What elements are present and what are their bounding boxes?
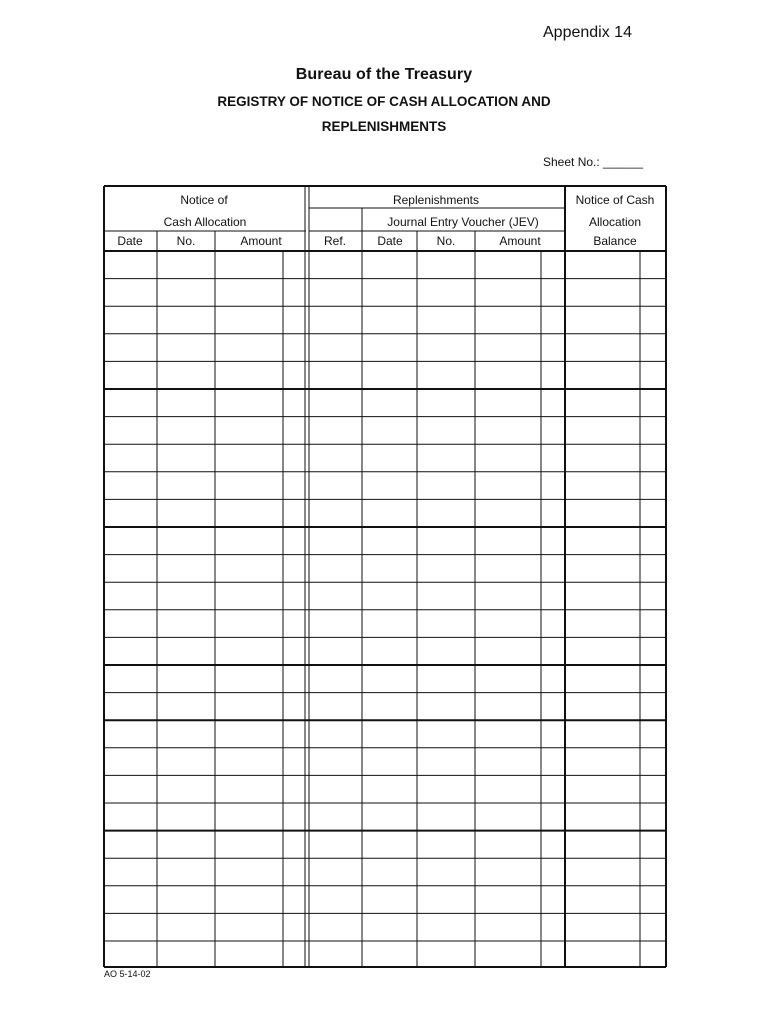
header-balance-line3: Balance <box>593 234 637 248</box>
table-grid <box>104 186 666 967</box>
column-header-jev-date: Date <box>377 234 403 248</box>
form-code: AO 5-14-02 <box>104 969 151 979</box>
column-header-jev-no: No. <box>436 234 456 248</box>
column-header-nca-no: No. <box>176 234 196 248</box>
column-header-jev-amount: Amount <box>499 234 541 248</box>
column-header-nca-date: Date <box>117 234 143 248</box>
header-balance-line1: Notice of Cash <box>575 193 655 207</box>
form-title-line2: REPLENISHMENTS <box>321 119 447 134</box>
header-balance-line2: Allocation <box>588 215 642 229</box>
table-header <box>117 193 654 248</box>
header-nca-line2: Cash Allocation <box>163 215 247 229</box>
header-replenishments: Replenishments <box>392 193 480 207</box>
header-jev: Journal Entry Voucher (JEV) <box>387 215 539 229</box>
header-nca-line1: Notice of <box>180 193 228 207</box>
sheet-number: Sheet No.: ______ <box>543 155 644 169</box>
agency-name: Bureau of the Treasury <box>295 66 473 83</box>
form-title-line1: REGISTRY OF NOTICE OF CASH ALLOCATION AND <box>217 94 551 109</box>
column-header-nca-amount: Amount <box>240 234 282 248</box>
appendix-label: Appendix 14 <box>543 24 632 41</box>
column-header-ref: Ref. <box>323 234 347 248</box>
